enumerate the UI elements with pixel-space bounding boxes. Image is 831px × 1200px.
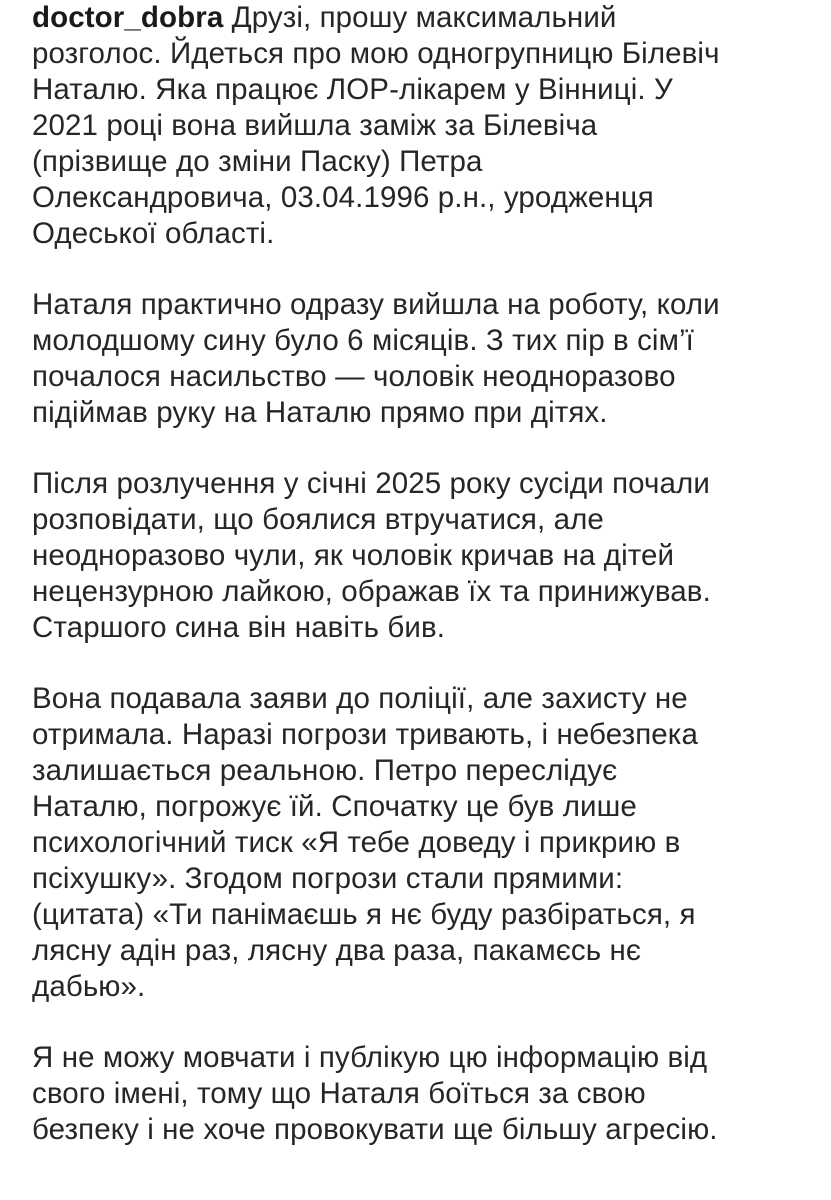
caption-line: Олександровича, 03.04.1996 р.н., уродженця [32,181,654,214]
caption-text: Друзі, прошу максимальний [231,1,617,34]
caption-line: Вона подавала заяви до поліції, але захисту не [32,682,688,715]
caption-line: дабью». [32,970,146,1003]
caption-line: лясну адін раз, лясну два раза, пакамєсь нє [32,934,642,967]
caption-line: Наталю, погрожує їй. Спочатку це був лише [32,790,637,823]
caption-line: (прізвище до зміни Паску) Петра [32,145,483,178]
caption-line: Старшого сина він навіть бив. [32,611,446,644]
caption-line: безпеку і не хоче провокувати ще більшу агресію. [32,1113,718,1146]
caption-line: Одеської області. [32,217,275,250]
caption-paragraph-2 [32,287,822,431]
caption-line: залишається реальною. Петро переслідує [32,754,618,787]
caption-paragraph-4 [32,681,822,1005]
caption-line: молодшому сину було 6 місяців. З тих пір в сім’ї [32,324,694,357]
caption-paragraph-1 [32,0,822,252]
caption-line: нецензурною лайкою, ображав їх та принижував. [32,575,711,608]
caption-line: розповідати, що боялися втручатися, але [32,503,604,536]
caption-line: неодноразово чули, як чоловік кричав на дітей [32,539,675,572]
caption-paragraph-3 [32,466,822,646]
caption-paragraph-5 [32,1040,822,1148]
post-caption [32,0,822,1183]
caption-line: підіймав руку на Наталю прямо при дітях. [32,396,608,429]
caption-line [32,0,822,36]
author-username[interactable]: doctor_dobra [32,1,224,34]
caption-line: отримала. Наразі погрози тривають, і небезпека [32,718,698,751]
caption-line: почалося насильство — чоловік неодноразово [32,360,676,393]
caption-line: (цитата) «Ти панімаєшь я нє буду разбіраться, я [32,898,696,931]
caption-line: 2021 році вона вийшла заміж за Білевіча [32,109,598,142]
caption-line: Після розлучення у січні 2025 року сусіди почали [32,467,710,500]
caption-line: розголос. Йдеться про мою одногрупницю Білевіч [32,37,720,70]
caption-line: Я не можу мовчати і публікую цю інформацію від [32,1041,708,1074]
caption-line: Наталя практично одразу вийшла на роботу, коли [32,288,720,321]
caption-line: психологічний тиск «Я тебе доведу і прикрию в [32,826,681,859]
caption-line: псіхушку». Згодом погрози стали прямими: [32,862,624,895]
caption-line: свого імені, тому що Наталя боїться за свою [32,1077,646,1110]
caption-line: Наталю. Яка працює ЛОР-лікарем у Вінниці. У [32,73,673,106]
